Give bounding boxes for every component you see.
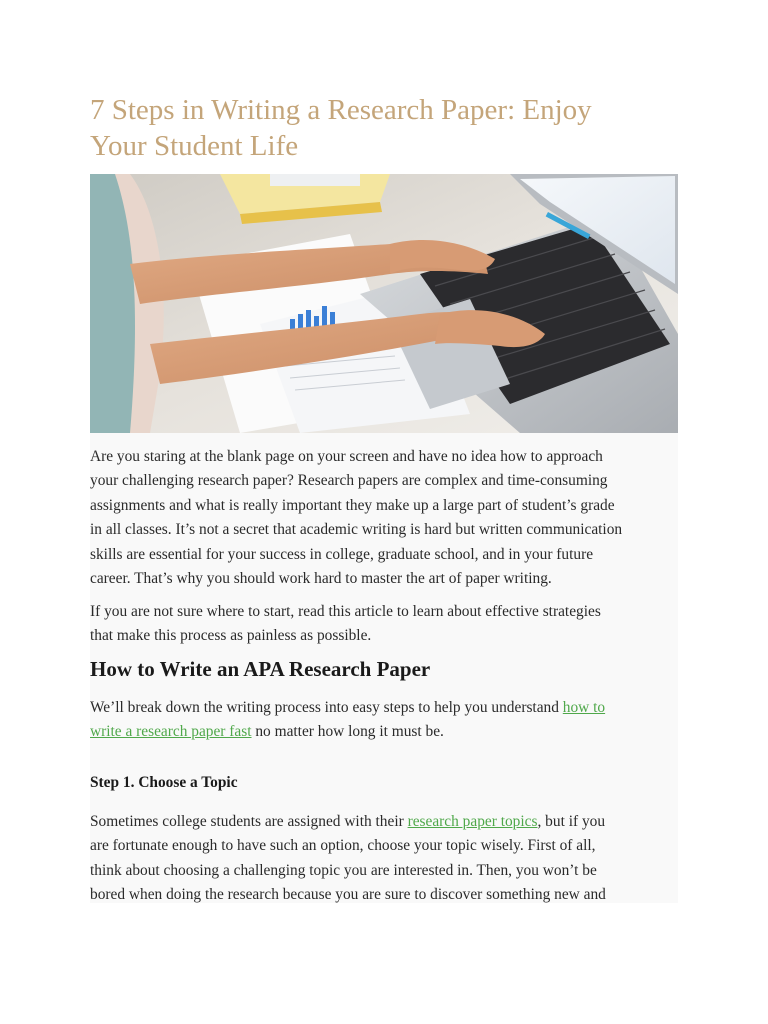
step1-text: Sometimes college students are assigned with their [90, 813, 408, 830]
step1-text-after: , but if you [537, 813, 606, 830]
intro-line: in all classes. It’s not a secret that academic writing is hard but written communication [90, 521, 623, 539]
article-body [90, 433, 678, 903]
intro-line: your challenging research paper? Research papers are complex and time-consuming [90, 472, 608, 490]
article-title [90, 92, 690, 164]
step1-paragraph [90, 810, 606, 903]
title-line-1: 7 Steps in Writing a Research Paper: Enjoy [90, 94, 592, 126]
second-line: If you are not sure where to start, read this article to learn about effective strategies [90, 603, 601, 620]
intro-line: career. That’s why you should work hard to master the art of paper writing. [90, 570, 552, 588]
how-to-link-part-1[interactable]: how to [562, 699, 606, 716]
how-to-link-part-2[interactable]: write a research paper fast [90, 723, 252, 741]
breakdown-line-1 [90, 696, 605, 720]
hero-image [90, 174, 678, 433]
step1-line-1 [90, 810, 606, 834]
breakdown-text-end: no matter how long it must be. [251, 723, 444, 741]
intro-paragraph [90, 445, 622, 591]
second-paragraph [90, 600, 601, 649]
breakdown-paragraph [90, 696, 605, 745]
breakdown-text: We’ll break down the writing process into easy steps to help you understand [90, 699, 563, 716]
step1-line: are fortunate enough to have such an option, choose your topic wisely. First of all, [90, 837, 596, 855]
section-heading: How to Write an APA Research Paper [90, 657, 431, 681]
research-paper-topics-link[interactable]: research paper topics [407, 813, 538, 830]
title-line-2: Your Student Life [90, 130, 299, 162]
second-line: that make this process as painless as possible. [90, 627, 372, 645]
breakdown-line-2 [90, 720, 605, 744]
step1-line: bored when doing the research because you are sure to discover something new and [90, 886, 606, 903]
intro-line: Are you staring at the blank page on your screen and have no idea how to approach [90, 448, 603, 465]
intro-line: skills are essential for your success in college, graduate school, and in your future [90, 545, 594, 563]
intro-line: assignments and what is really important they make up a large part of student’s grade [90, 496, 615, 514]
step1-line: think about choosing a challenging topic you are interested in. Then, you won’t be [90, 861, 597, 879]
step1-heading: Step 1. Choose a Topic [90, 774, 238, 791]
